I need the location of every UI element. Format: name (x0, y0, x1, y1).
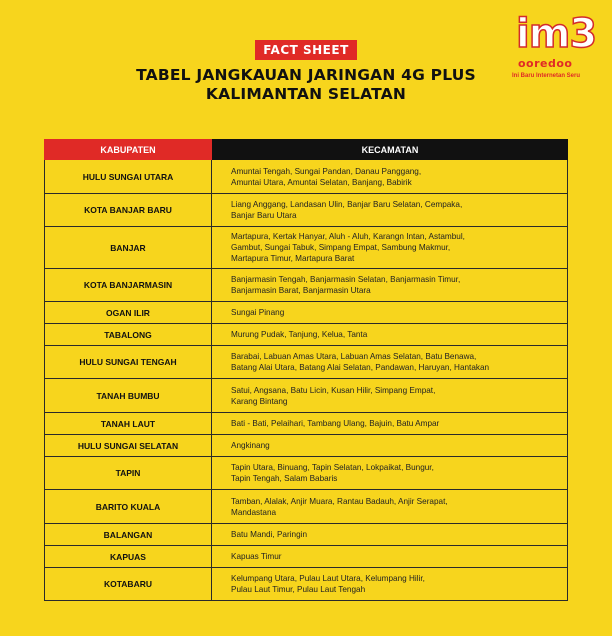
kecamatan-cell (212, 435, 568, 456)
table-row (44, 302, 568, 324)
table-header (44, 139, 568, 160)
logo-tagline: Ini Baru Internetan Seru (512, 73, 581, 79)
kecamatan-lines (231, 199, 462, 221)
kecamatan-lines (231, 418, 439, 429)
table-row (44, 160, 568, 194)
table-row (44, 568, 568, 601)
table-row (44, 490, 568, 524)
kabupaten-cell: BANJAR (44, 227, 212, 268)
kecamatan-lines (231, 496, 448, 518)
table-row (44, 269, 568, 302)
header-kabupaten: KABUPATEN (44, 139, 212, 160)
kecamatan-line: Satui, Angsana, Batu Licin, Kusan Hilir, Simpang Empat, (231, 385, 436, 395)
kecamatan-line: Amuntai Tengah, Sungai Pandan, Danau Panggang, (231, 166, 422, 176)
kabupaten-cell: HULU SUNGAI TENGAH (44, 346, 212, 378)
title-line-1: TABEL JANGKAUAN JARINGAN 4G PLUS (136, 66, 476, 84)
kecamatan-line: Karang Bintang (231, 396, 288, 406)
kabupaten-cell: BARITO KUALA (44, 490, 212, 523)
kecamatan-cell (212, 546, 568, 567)
kecamatan-cell (212, 160, 568, 193)
kecamatan-line: Tapin Utara, Binuang, Tapin Selatan, Lokpaikat, Bungur, (231, 463, 434, 472)
kabupaten-cell: TANAH LAUT (44, 413, 212, 434)
table-row (44, 379, 568, 413)
kecamatan-cell (212, 413, 568, 434)
kecamatan-line: Kelumpang Utara, Pulau Laut Utara, Kelumpang Hilir, (231, 574, 425, 583)
header-kecamatan: KECAMATAN (212, 139, 568, 160)
kecamatan-lines (231, 231, 465, 264)
kecamatan-line: Amuntai Utara, Amuntai Selatan, Banjang, Babirik (231, 177, 412, 187)
kecamatan-line: Liang Anggang, Landasan Ulin, Banjar Baru Selatan, Cempaka, (231, 200, 463, 209)
table-row (44, 324, 568, 346)
kecamatan-lines (231, 573, 425, 595)
logo-mark: im3 (516, 11, 597, 57)
table-row (44, 194, 568, 227)
kecamatan-line: Banjarmasin Tengah, Banjarmasin Selatan, Banjarmasin Timur, (231, 275, 461, 284)
kecamatan-cell (212, 457, 568, 489)
kecamatan-lines (231, 385, 435, 407)
table-body (44, 160, 568, 601)
kecamatan-line: Martapura Timur, Martapura Barat (231, 254, 355, 263)
kecamatan-line: Batu Mandi, Paringin (231, 530, 308, 539)
kecamatan-lines (231, 440, 270, 451)
kecamatan-lines (231, 307, 284, 318)
kecamatan-lines (231, 166, 421, 188)
table-row (44, 346, 568, 379)
coverage-table (44, 139, 568, 601)
kecamatan-line: Angkinang (231, 441, 270, 450)
kecamatan-line: Batang Alai Utara, Batang Alai Selatan, Pandawan, Haruyan, Hantakan (231, 363, 490, 372)
fact-sheet-badge: FACT SHEET (255, 40, 357, 60)
kecamatan-lines (231, 551, 282, 562)
kabupaten-cell: KAPUAS (44, 546, 212, 567)
table-row (44, 413, 568, 435)
kecamatan-line: Mandastana (231, 507, 277, 517)
kecamatan-line: Tamban, Alalak, Anjir Muara, Rantau Badauh, Anjir Serapat, (231, 496, 448, 506)
kabupaten-cell: BALANGAN (44, 524, 212, 545)
table-row (44, 546, 568, 568)
kecamatan-line: Tapin Tengah, Salam Babaris (231, 474, 338, 483)
kabupaten-cell: HULU SUNGAI SELATAN (44, 435, 212, 456)
kecamatan-line: Bati - Bati, Pelaihari, Tambang Ulang, Bajuin, Batu Ampar (231, 419, 440, 428)
kecamatan-line: Martapura, Kertak Hanyar, Aluh - Aluh, Karangn Intan, Astambul, (231, 232, 465, 241)
kecamatan-lines (231, 274, 460, 296)
kabupaten-cell: KOTA BANJAR BARU (44, 194, 212, 226)
logo-brand: ooredoo (518, 57, 573, 70)
kabupaten-cell: TANAH BUMBU (44, 379, 212, 412)
kecamatan-line: Kapuas Timur (231, 552, 282, 561)
kecamatan-cell (212, 490, 568, 523)
kecamatan-cell (212, 324, 568, 345)
kabupaten-cell: HULU SUNGAI UTARA (44, 160, 212, 193)
kabupaten-cell: KOTA BANJARMASIN (44, 269, 212, 301)
kecamatan-line: Sungai Pinang (231, 308, 285, 317)
kecamatan-line: Barabai, Labuan Amas Utara, Labuan Amas Selatan, Batu Benawa, (231, 352, 477, 361)
kecamatan-cell (212, 302, 568, 323)
kecamatan-lines (231, 351, 489, 373)
kecamatan-lines (231, 529, 307, 540)
kabupaten-cell: TAPIN (44, 457, 212, 489)
kecamatan-line: Banjarmasin Barat, Banjarmasin Utara (231, 286, 371, 295)
kabupaten-cell: TABALONG (44, 324, 212, 345)
kabupaten-cell: OGAN ILIR (44, 302, 212, 323)
kecamatan-lines (231, 462, 434, 484)
kecamatan-cell (212, 568, 568, 600)
kecamatan-cell (212, 346, 568, 378)
title-line-2: KALIMANTAN SELATAN (205, 85, 407, 103)
kecamatan-line: Banjar Baru Utara (231, 211, 297, 220)
kecamatan-cell (212, 379, 568, 412)
kecamatan-line: Murung Pudak, Tanjung, Kelua, Tanta (231, 330, 368, 339)
kecamatan-line: Gambut, Sungai Tabuk, Simpang Empat, Sambung Makmur, (231, 243, 451, 252)
table-row (44, 524, 568, 546)
kecamatan-cell (212, 524, 568, 545)
table-row (44, 435, 568, 457)
kecamatan-lines (231, 329, 367, 340)
table-row (44, 457, 568, 490)
im3-ooredoo-logo (512, 12, 602, 82)
kecamatan-cell (212, 194, 568, 226)
kecamatan-line: Pulau Laut Timur, Pulau Laut Tengah (231, 585, 366, 594)
table-row (44, 227, 568, 269)
kabupaten-cell: KOTABARU (44, 568, 212, 600)
kecamatan-cell (212, 227, 568, 268)
kecamatan-cell (212, 269, 568, 301)
